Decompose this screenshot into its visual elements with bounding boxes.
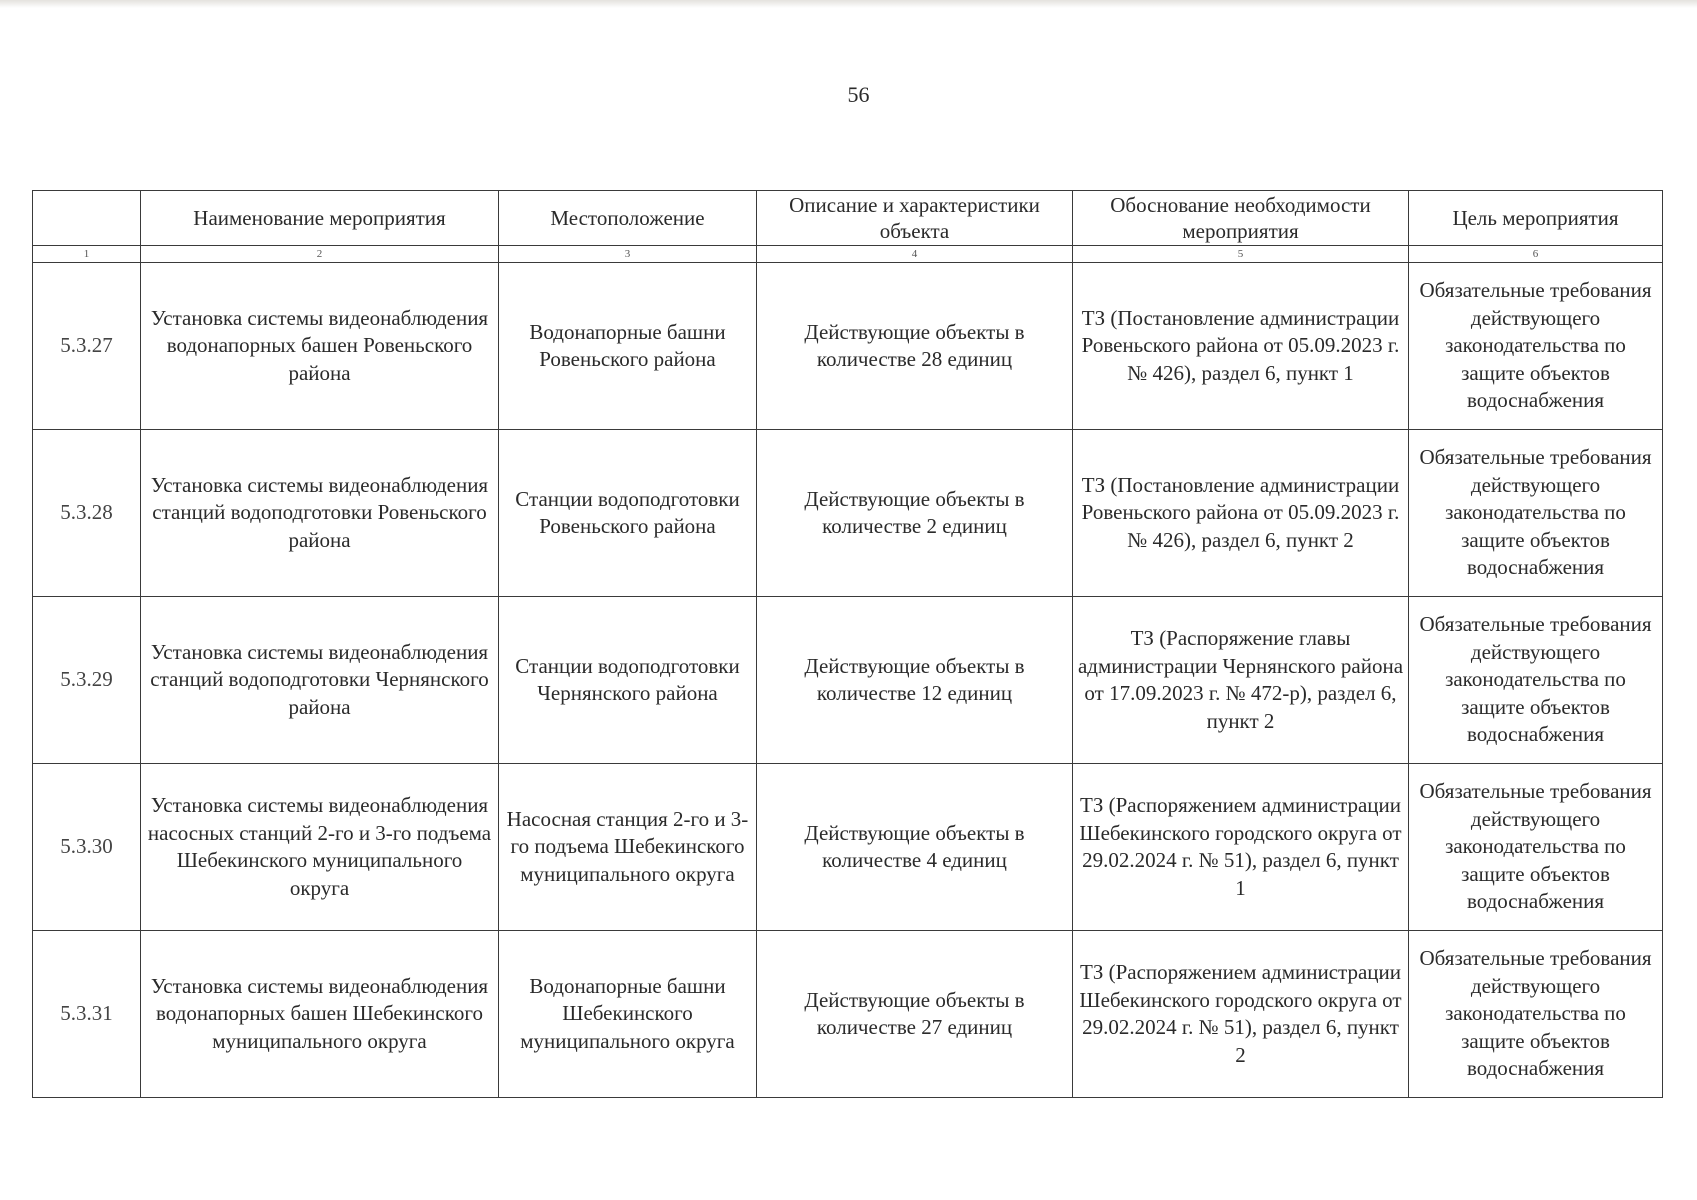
measure-description: Действующие объекты в количестве 28 единиц (757, 263, 1073, 430)
column-number: 6 (1409, 246, 1663, 263)
column-number: 3 (499, 246, 757, 263)
measure-name: Установка системы видеонаблюдения станций водоподготовки Чернянского района (141, 597, 499, 764)
measure-description: Действующие объекты в количестве 27 единиц (757, 931, 1073, 1098)
measure-justification: ТЗ (Распоряжение главы администрации Чернянского района от 17.09.2023 г. № 472-р), раздел 6, пункт 2 (1073, 597, 1409, 764)
measure-description: Действующие объекты в количестве 4 единиц (757, 764, 1073, 931)
measure-name: Установка системы видеонаблюдения водонапорных башен Ровеньского района (141, 263, 499, 430)
table-row (33, 597, 1663, 764)
scan-edge (0, 0, 1697, 8)
column-number: 5 (1073, 246, 1409, 263)
measure-goal: Обязательные требования действующего законодательства по защите объектов водоснабжения (1409, 931, 1663, 1098)
header-justification: Обоснование необходимости мероприятия (1073, 191, 1409, 246)
table-row (33, 430, 1663, 597)
row-number: 5.3.29 (33, 597, 141, 764)
column-number: 4 (757, 246, 1073, 263)
measure-description: Действующие объекты в количестве 12 единиц (757, 597, 1073, 764)
measure-goal: Обязательные требования действующего законодательства по защите объектов водоснабжения (1409, 430, 1663, 597)
measure-location: Водонапорные башни Шебекинского муниципального округа (499, 931, 757, 1098)
column-number-row (33, 246, 1663, 263)
table-row (33, 764, 1663, 931)
row-number: 5.3.31 (33, 931, 141, 1098)
measure-location: Станции водоподготовки Чернянского района (499, 597, 757, 764)
measure-location: Насосная станция 2-го и 3-го подъема Шебекинского муниципального округа (499, 764, 757, 931)
measure-location: Водонапорные башни Ровеньского района (499, 263, 757, 430)
measure-name: Установка системы видеонаблюдения водонапорных башен Шебекинского муниципального округа (141, 931, 499, 1098)
page-number: 56 (847, 82, 870, 107)
measure-goal: Обязательные требования действующего законодательства по защите объектов водоснабжения (1409, 263, 1663, 430)
table-row (33, 263, 1663, 430)
header-location: Местоположение (499, 191, 757, 246)
measure-name: Установка системы видеонаблюдения насосных станций 2-го и 3-го подъема Шебекинского муниципального округа (141, 764, 499, 931)
measure-justification: ТЗ (Распоряжением администрации Шебекинского городского округа от 29.02.2024 г. № 51), раздел 6, пункт 1 (1073, 764, 1409, 931)
header-number (33, 191, 141, 246)
row-number: 5.3.27 (33, 263, 141, 430)
column-number: 1 (33, 246, 141, 263)
measure-goal: Обязательные требования действующего законодательства по защите объектов водоснабжения (1409, 597, 1663, 764)
measure-justification: ТЗ (Постановление администрации Ровеньского района от 05.09.2023 г. № 426), раздел 6, пункт 1 (1073, 263, 1409, 430)
table-header-row (33, 191, 1663, 246)
measure-description: Действующие объекты в количестве 2 единиц (757, 430, 1073, 597)
measure-name: Установка системы видеонаблюдения станций водоподготовки Ровеньского района (141, 430, 499, 597)
measure-justification: ТЗ (Постановление администрации Ровеньского района от 05.09.2023 г. № 426), раздел 6, пункт 2 (1073, 430, 1409, 597)
row-number: 5.3.30 (33, 764, 141, 931)
column-number: 2 (141, 246, 499, 263)
row-number: 5.3.28 (33, 430, 141, 597)
table-row (33, 931, 1663, 1098)
measure-goal: Обязательные требования действующего законодательства по защите объектов водоснабжения (1409, 764, 1663, 931)
header-name: Наименование мероприятия (141, 191, 499, 246)
measure-justification: ТЗ (Распоряжением администрации Шебекинского городского округа от 29.02.2024 г. № 51), раздел 6, пункт 2 (1073, 931, 1409, 1098)
header-description: Описание и характеристики объекта (757, 191, 1073, 246)
measure-location: Станции водоподготовки Ровеньского района (499, 430, 757, 597)
header-goal: Цель мероприятия (1409, 191, 1663, 246)
measures-table (32, 190, 1663, 1098)
